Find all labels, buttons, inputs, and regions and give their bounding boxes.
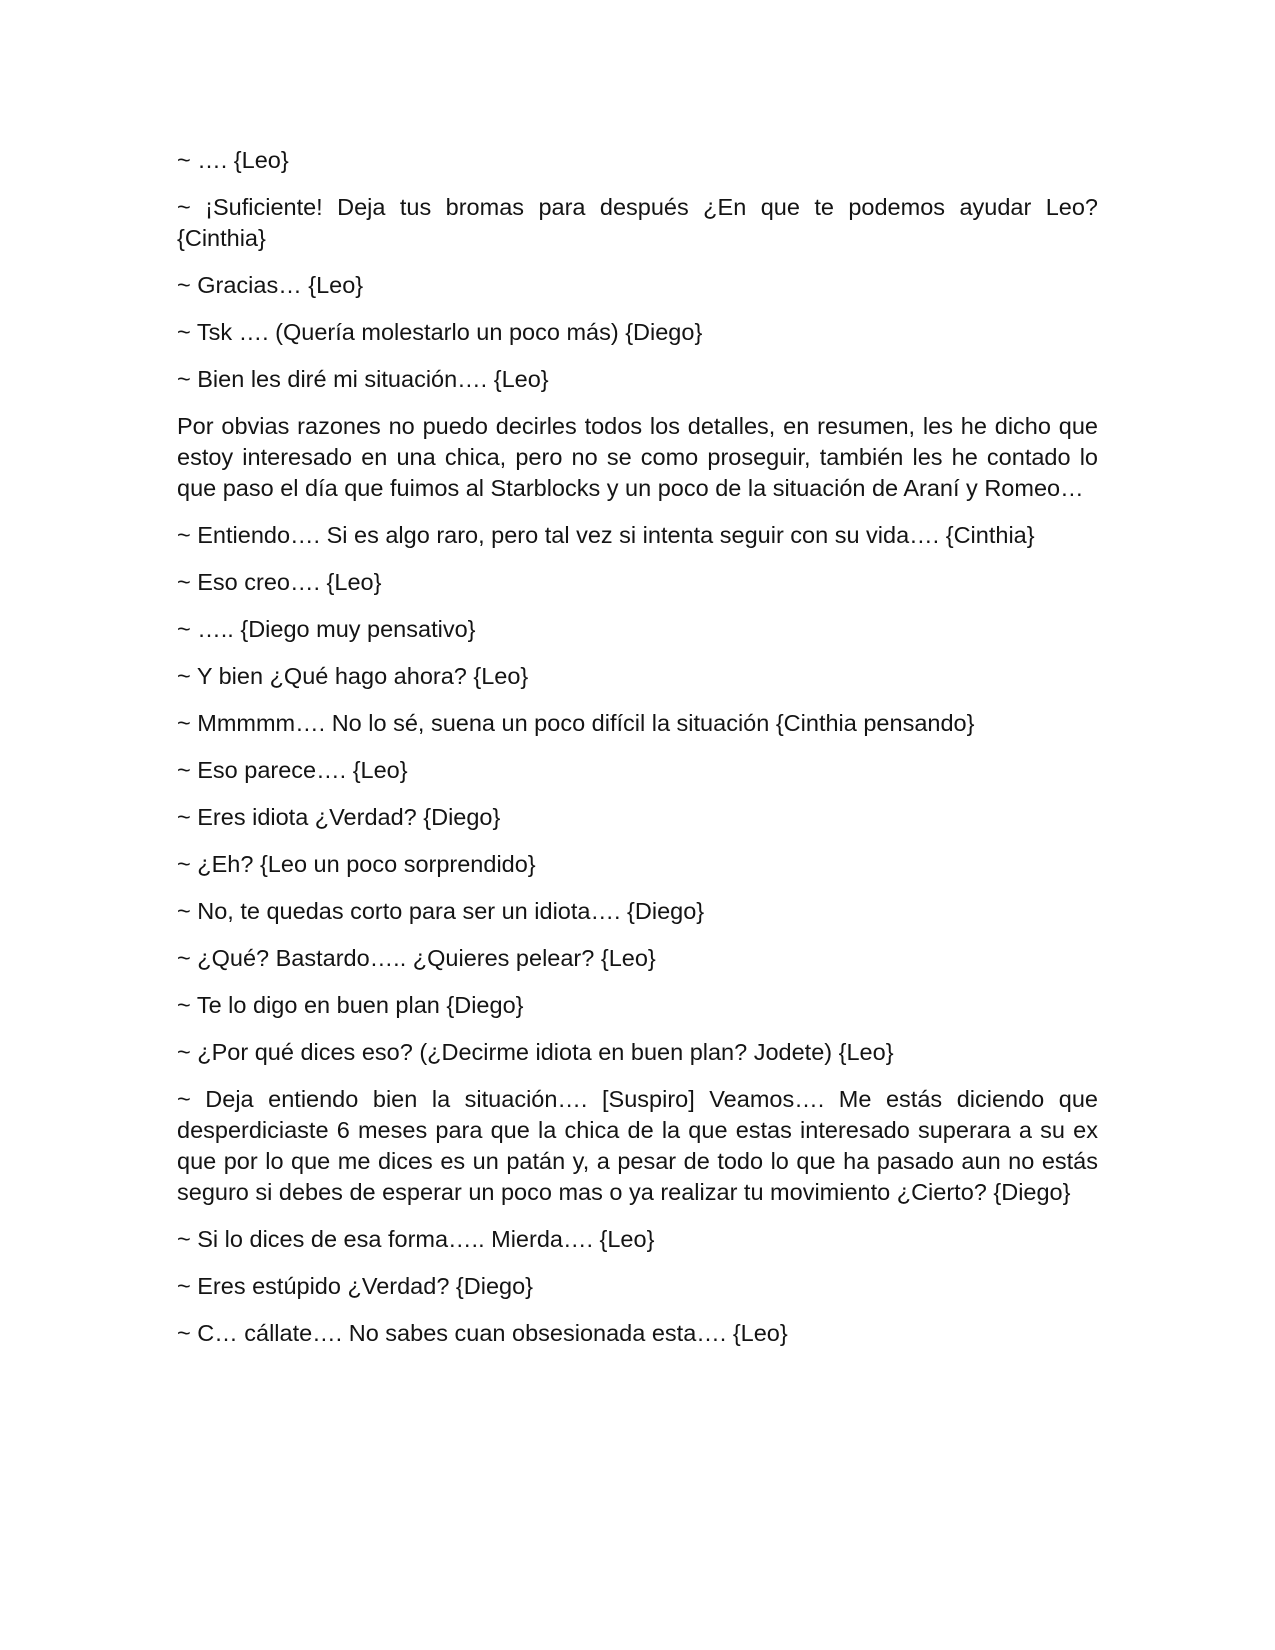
- dialogue-line: ~ ¿Qué? Bastardo….. ¿Quieres pelear? {Leo}: [177, 945, 656, 971]
- dialogue-line: ~ Tsk …. (Quería molestarlo un poco más) {Diego}: [177, 319, 703, 345]
- dialogue-line: ~ Eso parece…. {Leo}: [177, 757, 408, 783]
- dialogue-line: ~ Gracias… {Leo}: [177, 272, 364, 298]
- dialogue-line: ~ Deja entiendo bien la situación…. [Suspiro] Veamos…. Me estás diciendo que desperdiciaste 6 meses para que la chica de la que estas interesado superara a su ex que por lo que me dices es un patán y, a pesar de todo lo que ha pasado aun no estás seguro si debes de esperar un poco mas o ya realizar tu movimiento ¿Cierto? {Diego}: [177, 1086, 1098, 1205]
- dialogue-line: ~ ….. {Diego muy pensativo}: [177, 616, 476, 642]
- dialogue-line: ~ …. {Leo}: [177, 147, 289, 173]
- dialogue-line: ~ C… cállate…. No sabes cuan obsesionada esta…. {Leo}: [177, 1320, 788, 1346]
- dialogue-line: ~ Si lo dices de esa forma….. Mierda…. {Leo}: [177, 1226, 655, 1252]
- dialogue-line: ~ ¡Suficiente! Deja tus bromas para después ¿En que te podemos ayudar Leo? {Cinthia}: [177, 194, 1098, 251]
- dialogue-line: ~ Entiendo…. Si es algo raro, pero tal vez si intenta seguir con su vida…. {Cinthia}: [177, 522, 1035, 548]
- dialogue-line: ~ ¿Eh? {Leo un poco sorprendido}: [177, 851, 536, 877]
- dialogue-line: ~ Bien les diré mi situación…. {Leo}: [177, 366, 549, 392]
- dialogue-line: ~ Eres estúpido ¿Verdad? {Diego}: [177, 1273, 534, 1299]
- dialogue-line: ~ Te lo digo en buen plan {Diego}: [177, 992, 524, 1018]
- dialogue-line: ~ No, te quedas corto para ser un idiota…. {Diego}: [177, 898, 705, 924]
- dialogue-line: ~ ¿Por qué dices eso? (¿Decirme idiota en buen plan? Jodete) {Leo}: [177, 1039, 894, 1065]
- document-body: [177, 145, 1098, 1365]
- dialogue-line: ~ Y bien ¿Qué hago ahora? {Leo}: [177, 663, 529, 689]
- narration-paragraph: Por obvias razones no puedo decirles todos los detalles, en resumen, les he dicho que estoy interesado en una chica, pero no se como proseguir, también les he contado lo que paso el día que fuimos al Starblocks y un poco de la situación de Araní y Romeo…: [177, 413, 1098, 501]
- dialogue-line: ~ Eres idiota ¿Verdad? {Diego}: [177, 804, 501, 830]
- dialogue-line: ~ Mmmmm…. No lo sé, suena un poco difícil la situación {Cinthia pensando}: [177, 710, 975, 736]
- dialogue-line: ~ Eso creo…. {Leo}: [177, 569, 382, 595]
